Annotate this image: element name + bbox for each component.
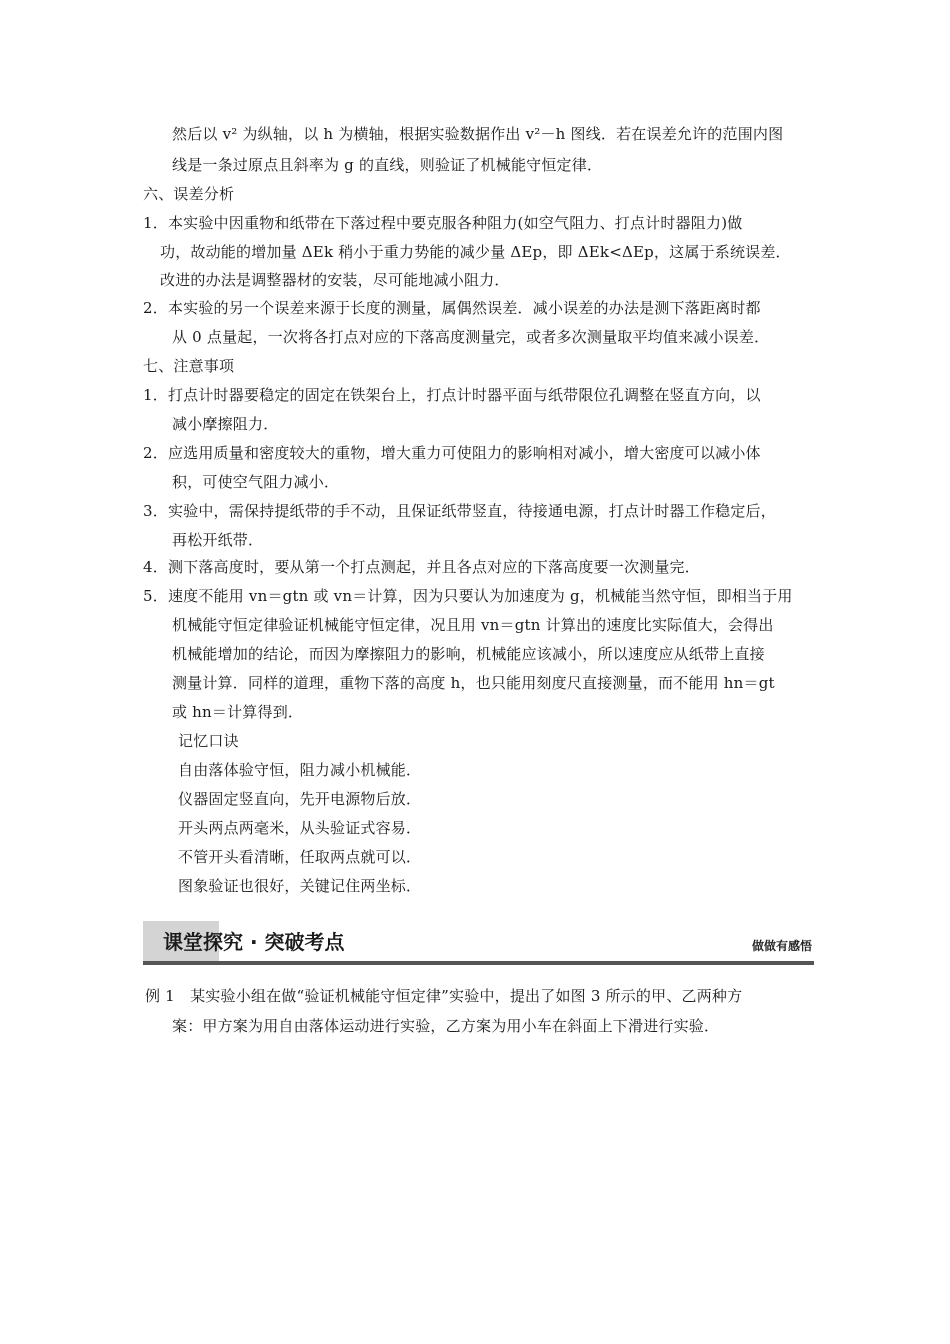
text-line: 然后以 v² 为纵轴，以 h 为横轴，根据实验数据作出 v²－h 图线．若在误差允许的范围内图: [172, 125, 784, 143]
text-line: 或 hn＝计算得到．: [172, 703, 304, 721]
banner-title: 课堂探究 · 突破考点: [163, 930, 345, 954]
text-line: 2．本实验的另一个误差来源于长度的测量，属偶然误差．减小误差的办法是测下落距离时都: [143, 299, 761, 317]
text-line: 例 1 某实验小组在做“验证机械能守恒定律”实验中，提出了如图 3 所示的甲、乙两种方: [145, 987, 743, 1005]
banner-tagline: 做做有感悟: [751, 939, 812, 953]
text-line: 图象验证也很好，关键记住两坐标．: [178, 877, 422, 895]
text-line: 改进的办法是调整器材的安装，尽可能地减小阻力．: [160, 271, 510, 289]
text-line: 从 0 点量起，一次将各打点对应的下落高度测量完，或者多次测量取平均值来减小误差．: [172, 328, 770, 346]
text-line: 减小摩擦阻力．: [172, 415, 279, 433]
text-line: 不管开头看清晰，任取两点就可以．: [178, 848, 422, 866]
text-line: 自由落体验守恒，阻力减小机械能．: [178, 761, 422, 779]
text-line: 5．速度不能用 vn＝gtn 或 vn＝计算，因为只要认为加速度为 g，机械能当然守恒，即相当于用: [143, 587, 793, 605]
text-line: 六、误差分析: [143, 185, 235, 203]
text-line: 机械能增加的结论，而因为摩擦阻力的影响，机械能应该减小，所以速度应从纸带上直接: [172, 645, 765, 663]
text-line: 1．打点计时器要稳定的固定在铁架台上，打点计时器平面与纸带限位孔调整在竖直方向，以: [143, 386, 761, 404]
section-banner: [143, 921, 814, 967]
text-line: 功，故动能的增加量 ΔEk 稍小于重力势能的减少量 ΔEp，即 ΔEk<ΔEp，这属于系统误差．: [160, 243, 791, 261]
text-line: 再松开纸带．: [172, 531, 264, 549]
text-line: 3．实验中，需保持提纸带的手不动，且保证纸带竖直，待接通电源，打点计时器工作稳定后，: [143, 502, 776, 520]
text-line: 积，可使空气阻力减小．: [172, 473, 340, 491]
text-line: 记忆口诀: [178, 732, 239, 750]
text-line: 线是一条过原点且斜率为 g 的直线，则验证了机械能守恒定律．: [172, 156, 603, 174]
text-line: 案：甲方案为用自由落体运动进行实验，乙方案为用小车在斜面上下滑进行实验．: [172, 1017, 720, 1035]
text-line: 七、注意事项: [143, 357, 235, 375]
text-line: 4．测下落高度时，要从第一个打点测起，并且各点对应的下落高度要一次测量完．: [143, 558, 700, 576]
text-line: 开头两点两毫米，从头验证式容易．: [178, 819, 422, 837]
text-line: 机械能守恒定律验证机械能守恒定律，况且用 vn＝gtn 计算出的速度比实际值大，会得出: [172, 616, 774, 634]
text-line: 仪器固定竖直向，先开电源物后放．: [178, 790, 422, 808]
text-line: 1．本实验中因重物和纸带在下落过程中要克服各种阻力(如空气阻力、打点计时器阻力)做: [143, 214, 743, 232]
text-line: 测量计算．同样的道理，重物下落的高度 h，也只能用刻度尺直接测量，而不能用 hn＝gt: [172, 674, 775, 692]
banner-rule: [143, 961, 814, 965]
text-line: 2．应选用质量和密度较大的重物，增大重力可使阻力的影响相对减小，增大密度可以减小体: [143, 444, 761, 462]
